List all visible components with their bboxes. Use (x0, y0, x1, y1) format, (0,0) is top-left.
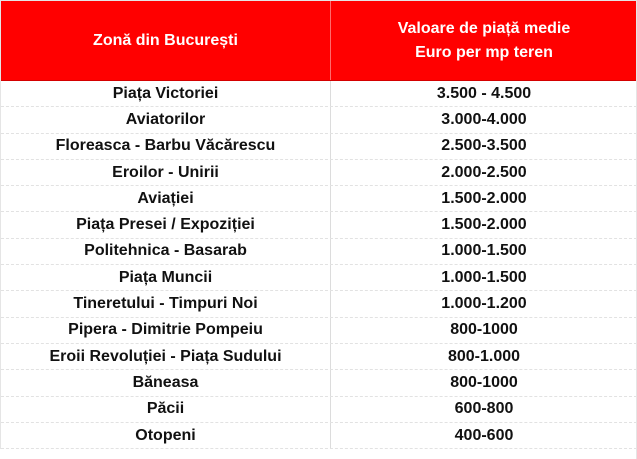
zone-cell: Păcii (1, 397, 331, 422)
table-row (1, 212, 637, 238)
value-cell: 1.500-2.000 (441, 216, 527, 234)
table-row (1, 291, 637, 317)
zone-cell: Piața Muncii (1, 265, 331, 290)
value-cell: 1.500-2.000 (441, 189, 527, 207)
zone-cell: Politehnica - Basarab (1, 239, 331, 264)
table-row (1, 265, 637, 291)
header-zone (1, 1, 331, 80)
zone-cell: Aviației (1, 186, 331, 211)
table-row (1, 397, 637, 423)
value-cell: 1.000-1.500 (441, 268, 527, 286)
zone-cell: Floreasca - Barbu Văcărescu (1, 134, 331, 159)
value-cell: 3.000-4.000 (441, 110, 527, 128)
zone-cell: Pipera - Dimitrie Pompeiu (1, 318, 331, 343)
value-cell: 1.000-1.500 (441, 242, 527, 260)
value-cell: 800-1000 (450, 321, 518, 339)
value-cell: 3.500 - 4.500 (436, 84, 532, 102)
table-row (1, 318, 637, 344)
table-row (1, 134, 637, 160)
value-cell: 2.500-3.500 (441, 137, 527, 155)
header-value (331, 1, 637, 80)
zone-cell: Tineretului - Timpuri Noi (1, 291, 331, 316)
value-cell: 800-1000 (450, 373, 518, 391)
zone-cell: Otopeni (1, 423, 331, 448)
table-row (1, 239, 637, 265)
value-cell: 400-600 (454, 426, 514, 444)
table-row (1, 423, 637, 449)
table-row (1, 370, 637, 396)
value-cell: 1.000-1.200 (441, 295, 527, 313)
table-row (1, 186, 637, 212)
header-value-line1: Valoare de piață medie (397, 19, 571, 37)
zone-cell: Piața Victoriei (1, 81, 331, 106)
value-cell: 2.000-2.500 (441, 163, 527, 181)
table-row (1, 81, 637, 107)
table-row (1, 160, 637, 186)
table-header (1, 1, 637, 81)
zone-cell: Eroii Revoluției - Piața Sudului (1, 344, 331, 369)
header-value-stack (398, 17, 571, 65)
zone-cell: Băneasa (1, 370, 331, 395)
table-row (1, 344, 637, 370)
header-zone-label: Zonă din București (93, 31, 238, 49)
header-value-line2: Euro per mp teren (415, 43, 553, 61)
value-cell: 800-1.000 (447, 347, 521, 365)
value-cell: 600-800 (454, 400, 514, 418)
table-row (1, 107, 637, 133)
zone-cell: Eroilor - Unirii (1, 160, 331, 185)
zone-cell: Aviatorilor (1, 107, 331, 132)
zone-cell: Piața Presei / Expoziției (1, 212, 331, 237)
